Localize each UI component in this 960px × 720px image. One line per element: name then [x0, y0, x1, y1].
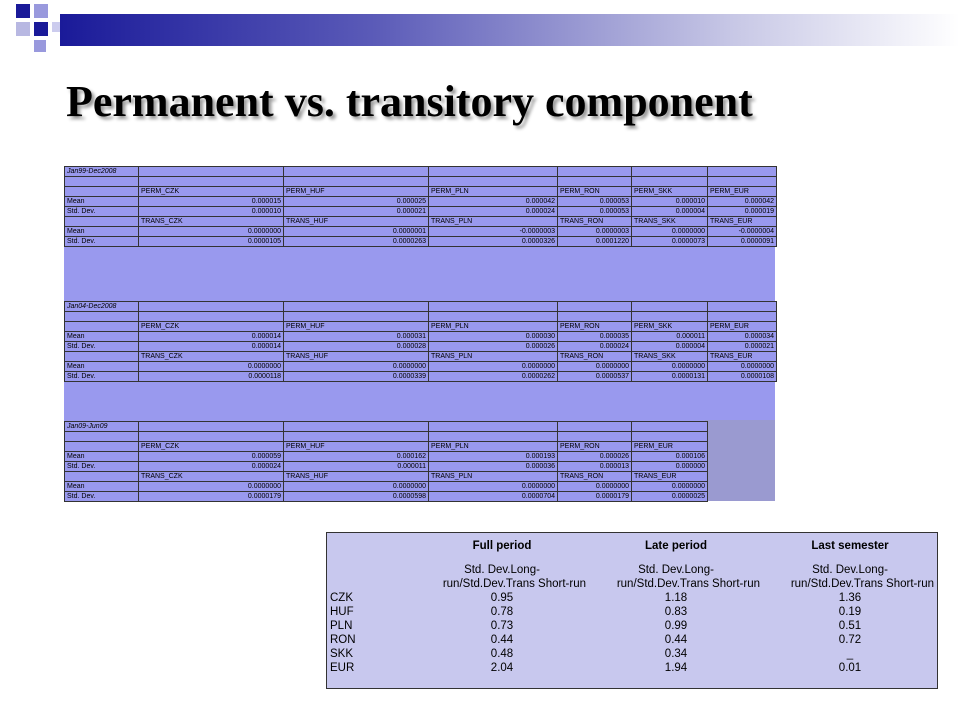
column-header: TRANS_EUR [632, 472, 708, 482]
table-cell: 0.0000000 [429, 362, 558, 372]
table-cell: 0.0000003 [558, 227, 632, 237]
table-row [327, 647, 937, 661]
empty-cell [139, 302, 284, 312]
spreadsheet-grey-area [705, 420, 775, 501]
table-cell: 0.0000537 [558, 372, 632, 382]
empty-cell [139, 432, 284, 442]
empty-cell [139, 422, 284, 432]
row-label: Mean [65, 197, 139, 207]
currency-label: SKK [330, 648, 354, 660]
table-cell: 0.000000 [632, 462, 708, 472]
title-gradient-bar [60, 14, 960, 46]
empty-cell [65, 217, 139, 227]
empty-cell [284, 432, 429, 442]
column-header: TRANS_EUR [708, 217, 777, 227]
empty-cell [139, 312, 284, 322]
empty-cell [65, 352, 139, 362]
column-header: TRANS_PLN [429, 217, 558, 227]
table-cell: 0.0000000 [632, 227, 708, 237]
table-cell: 0.0000000 [558, 362, 632, 372]
row-label: Std. Dev. [65, 462, 139, 472]
ratio-value: 0.44 [664, 634, 688, 646]
spreadsheet-panel [64, 166, 775, 501]
table-cell: 0.000024 [139, 462, 284, 472]
empty-cell [632, 432, 708, 442]
ratio-value: 0.73 [490, 620, 514, 632]
table-cell: 0.0001220 [558, 237, 632, 247]
period-label: Jan99-Dec2008 [65, 167, 139, 177]
column-header: PERM_HUF [284, 442, 429, 452]
decor-square [16, 22, 30, 36]
table-cell: 0.0000000 [139, 227, 284, 237]
ratio-value: 0.72 [838, 634, 862, 646]
table-cell: 0.000024 [558, 342, 632, 352]
ratio-value: _ [846, 648, 854, 660]
table-cell: 0.0000000 [284, 482, 429, 492]
period-block [64, 166, 777, 247]
table-cell: 0.0000339 [284, 372, 429, 382]
empty-cell [429, 302, 558, 312]
ratio-value: 2.04 [490, 662, 514, 674]
table-cell: -0.0000003 [429, 227, 558, 237]
table-cell: 0.000010 [139, 207, 284, 217]
slide-title: Permanent vs. transitory component [66, 77, 753, 126]
table-cell: 0.0000000 [708, 362, 777, 372]
table-cell: 0.000004 [632, 342, 708, 352]
empty-cell [632, 302, 708, 312]
table-cell: 0.0000263 [284, 237, 429, 247]
table-cell: 0.0000179 [558, 492, 632, 502]
table-cell: 0.000026 [558, 452, 632, 462]
table-cell: -0.0000004 [708, 227, 777, 237]
table-row [327, 605, 937, 619]
row-label: Std. Dev. [65, 492, 139, 502]
empty-cell [429, 312, 558, 322]
table-cell: 0.0000262 [429, 372, 558, 382]
column-header: PERM_HUF [284, 322, 429, 332]
table-cell: 0.000028 [284, 342, 429, 352]
ratio-value: 0.99 [664, 620, 688, 632]
ratio-subheader: Std. Dev.Long- [812, 564, 888, 576]
empty-cell [558, 302, 632, 312]
empty-cell [558, 312, 632, 322]
table-cell: 0.000031 [284, 332, 429, 342]
column-header: TRANS_RON [558, 217, 632, 227]
currency-label: PLN [330, 620, 353, 632]
column-header: TRANS_CZK [139, 472, 284, 482]
period-block [64, 421, 708, 502]
currency-label: EUR [330, 662, 355, 674]
column-header: PERM_EUR [632, 442, 708, 452]
period-header: Last semester [811, 540, 889, 552]
table-cell: 0.000021 [708, 342, 777, 352]
column-header: PERM_PLN [429, 442, 558, 452]
empty-cell [632, 312, 708, 322]
row-label: Mean [65, 332, 139, 342]
currency-label: CZK [330, 592, 353, 604]
decor-square [16, 4, 30, 18]
empty-cell [558, 422, 632, 432]
empty-cell [429, 177, 558, 187]
empty-cell [632, 422, 708, 432]
empty-cell [558, 167, 632, 177]
table-row [327, 591, 937, 605]
table-cell: 0.000019 [708, 207, 777, 217]
table-cell: 0.000053 [558, 197, 632, 207]
ratio-value: 0.19 [838, 606, 862, 618]
table-cell: 0.0000326 [429, 237, 558, 247]
row-label: Mean [65, 482, 139, 492]
row-label: Mean [65, 362, 139, 372]
table-cell: 0.000035 [558, 332, 632, 342]
table-cell: 0.0000598 [284, 492, 429, 502]
table-cell: 0.0000000 [429, 482, 558, 492]
column-header: PERM_SKK [632, 187, 708, 197]
period-label: Jan09-Jun09 [65, 422, 139, 432]
row-label: Std. Dev. [65, 207, 139, 217]
empty-cell [558, 177, 632, 187]
empty-cell [65, 312, 139, 322]
column-header: PERM_PLN [429, 187, 558, 197]
empty-cell [284, 167, 429, 177]
table-cell: 0.0000704 [429, 492, 558, 502]
table-cell: 0.000014 [139, 342, 284, 352]
table-cell: 0.000025 [284, 197, 429, 207]
table-cell: 0.0000091 [708, 237, 777, 247]
ratio-value: 0.78 [490, 606, 514, 618]
empty-cell [708, 167, 777, 177]
ratio-value: 0.83 [664, 606, 688, 618]
currency-label: HUF [330, 606, 354, 618]
column-header: TRANS_CZK [139, 217, 284, 227]
column-header: PERM_RON [558, 442, 632, 452]
ratio-subheader: run/Std.Dev.Trans Short-run [790, 578, 934, 590]
table-row [327, 619, 937, 633]
column-header: PERM_RON [558, 187, 632, 197]
empty-cell [65, 322, 139, 332]
table-cell: 0.0000025 [632, 492, 708, 502]
empty-cell [429, 432, 558, 442]
row-label: Std. Dev. [65, 372, 139, 382]
decor-square [34, 40, 46, 52]
table-cell: 0.0000001 [284, 227, 429, 237]
table-cell: 0.0000108 [708, 372, 777, 382]
table-cell: 0.0000105 [139, 237, 284, 247]
empty-cell [284, 422, 429, 432]
empty-cell [284, 302, 429, 312]
table-cell: 0.000162 [284, 452, 429, 462]
column-header: TRANS_RON [558, 472, 632, 482]
table-cell: 0.000026 [429, 342, 558, 352]
empty-cell [65, 442, 139, 452]
column-header: TRANS_EUR [708, 352, 777, 362]
row-label: Std. Dev. [65, 237, 139, 247]
table-cell: 0.000004 [632, 207, 708, 217]
table-row [327, 633, 937, 647]
table-cell: 0.000036 [429, 462, 558, 472]
ratio-value: 0.01 [838, 662, 862, 674]
row-label: Mean [65, 227, 139, 237]
ratio-value: 0.34 [664, 648, 688, 660]
table-cell: 0.0000073 [632, 237, 708, 247]
period-block [64, 301, 777, 382]
column-header: PERM_HUF [284, 187, 429, 197]
summary-table [326, 532, 938, 689]
table-cell: 0.0000179 [139, 492, 284, 502]
empty-cell [284, 312, 429, 322]
column-header: PERM_SKK [632, 322, 708, 332]
empty-cell [65, 432, 139, 442]
empty-cell [708, 312, 777, 322]
row-label: Std. Dev. [65, 342, 139, 352]
currency-label: RON [330, 634, 356, 646]
empty-cell [632, 167, 708, 177]
empty-cell [65, 472, 139, 482]
table-cell: 0.000021 [284, 207, 429, 217]
column-header: PERM_RON [558, 322, 632, 332]
ratio-value: 1.94 [664, 662, 688, 674]
empty-cell [429, 422, 558, 432]
ratio-subheader: run/Std.Dev.Trans Short-run [616, 578, 760, 590]
column-header: TRANS_HUF [284, 217, 429, 227]
table-cell: 0.000059 [139, 452, 284, 462]
table-cell: 0.0000000 [284, 362, 429, 372]
ratio-value: 1.36 [838, 592, 862, 604]
column-header: PERM_CZK [139, 187, 284, 197]
ratio-subheader: Std. Dev.Long- [638, 564, 714, 576]
table-cell: 0.000024 [429, 207, 558, 217]
table-cell: 0.0000000 [558, 482, 632, 492]
table-cell: 0.0000118 [139, 372, 284, 382]
empty-cell [139, 167, 284, 177]
table-cell: 0.0000000 [632, 482, 708, 492]
table-cell: 0.0000000 [139, 362, 284, 372]
table-cell: 0.0000131 [632, 372, 708, 382]
column-header: TRANS_CZK [139, 352, 284, 362]
empty-cell [429, 167, 558, 177]
table-row [327, 661, 937, 675]
row-label: Mean [65, 452, 139, 462]
table-cell: 0.000013 [558, 462, 632, 472]
column-header: TRANS_PLN [429, 472, 558, 482]
table-cell: 0.000010 [632, 197, 708, 207]
table-cell: 0.000015 [139, 197, 284, 207]
column-header: TRANS_PLN [429, 352, 558, 362]
column-header: TRANS_SKK [632, 352, 708, 362]
table-cell: 0.000193 [429, 452, 558, 462]
decor-square [34, 4, 48, 18]
table-cell: 0.000042 [429, 197, 558, 207]
column-header: TRANS_SKK [632, 217, 708, 227]
empty-cell [708, 177, 777, 187]
period-label: Jan04-Dec2008 [65, 302, 139, 312]
table-cell: 0.000011 [632, 332, 708, 342]
ratio-value: 0.48 [490, 648, 514, 660]
ratio-subheader: Std. Dev.Long- [464, 564, 540, 576]
ratio-value: 1.18 [664, 592, 688, 604]
table-cell: 0.000011 [284, 462, 429, 472]
column-header: TRANS_HUF [284, 352, 429, 362]
empty-cell [708, 302, 777, 312]
period-header: Late period [645, 540, 707, 552]
table-cell: 0.000053 [558, 207, 632, 217]
table-cell: 0.0000000 [139, 482, 284, 492]
ratio-value: 0.44 [490, 634, 514, 646]
table-cell: 0.0000000 [632, 362, 708, 372]
column-header: PERM_EUR [708, 322, 777, 332]
table-cell: 0.000014 [139, 332, 284, 342]
column-header: PERM_EUR [708, 187, 777, 197]
period-header: Full period [472, 540, 532, 552]
empty-cell [139, 177, 284, 187]
ratio-subheader: run/Std.Dev.Trans Short-run [442, 578, 586, 590]
column-header: PERM_CZK [139, 442, 284, 452]
empty-cell [632, 177, 708, 187]
ratio-value: 0.95 [490, 592, 514, 604]
table-cell: 0.000106 [632, 452, 708, 462]
decor-square [34, 22, 48, 36]
table-cell: 0.000042 [708, 197, 777, 207]
column-header: PERM_CZK [139, 322, 284, 332]
empty-cell [558, 432, 632, 442]
empty-cell [65, 177, 139, 187]
table-cell: 0.000030 [429, 332, 558, 342]
empty-cell [65, 187, 139, 197]
column-header: TRANS_HUF [284, 472, 429, 482]
ratio-value: 0.51 [838, 620, 862, 632]
table-cell: 0.000034 [708, 332, 777, 342]
column-header: TRANS_RON [558, 352, 632, 362]
empty-cell [284, 177, 429, 187]
column-header: PERM_PLN [429, 322, 558, 332]
